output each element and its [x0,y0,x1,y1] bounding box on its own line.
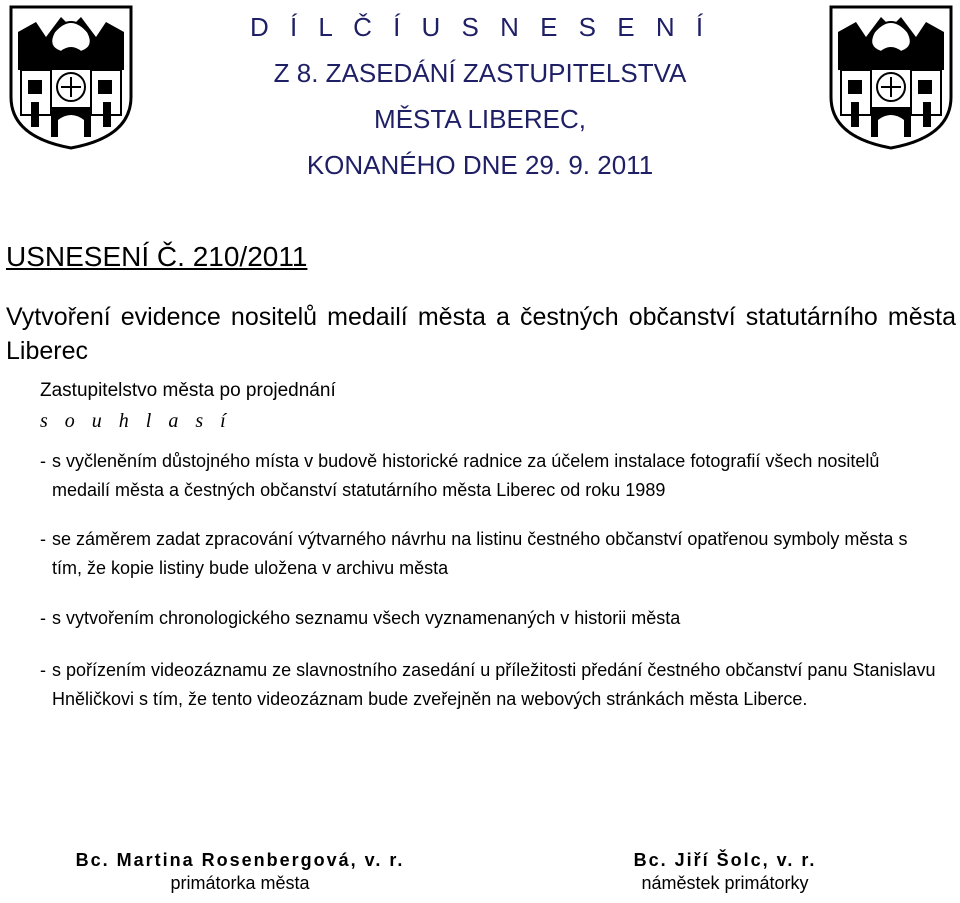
date-line: KONANÉHO DNE 29. 9. 2011 [306,150,654,180]
resolution-title: Vytvoření evidence nositelů medailí města a čestných občanství statutárního města Liberec [6,303,956,365]
signature-mayor [40,850,440,894]
signatory-role: primátorka města [170,873,310,893]
list-item [40,525,940,583]
signatory-role: náměstek primátorky [641,873,809,893]
signature-deputy [590,850,860,894]
intro-text: Zastupitelstvo města po projednání [40,380,336,401]
document-heading: D Í L Č Í U S N E S E N Í [249,12,711,42]
session-line: Z 8. ZASEDÁNÍ ZASTUPITELSTVA [273,58,687,88]
list-item [40,604,940,633]
list-item [40,447,940,505]
dash: - [40,660,46,680]
item-text: s pořízením videozáznamu ze slavnostního zasedání u příležitosti předání čestného občanství panu Stanislavu Hněličkovi s tím, že tento videozáznam bude zveřejněn na webových stránkách města Liberce. [52,660,936,709]
item-text: s vytvořením chronologického seznamu všech vyznamenaných v historii města [52,608,681,628]
dash: - [40,451,46,471]
agrees-label: s o u h l a s í [40,410,232,432]
item-text: s vyčleněním důstojného místa v budově historické radnice za účelem instalace fotografií všech nositelů medailí města a čestných občanství statutárního města Liberec od roku 1989 [52,451,880,500]
resolution-number: USNESENÍ Č. 210/2011 [6,241,308,272]
list-item [40,656,940,714]
dash: - [40,608,46,628]
signatory-name: Bc. Martina Rosenbergová, v. r. [75,850,405,870]
item-text: se záměrem zadat zpracování výtvarného návrhu na listinu čestného občanství opatřenou symboly města s tím, že kopie listiny bude uložena v archivu města [52,529,908,578]
city-line: MĚSTA LIBEREC, [374,104,586,134]
dash: - [40,529,46,549]
signatory-name: Bc. Jiří Šolc, v. r. [633,850,817,870]
